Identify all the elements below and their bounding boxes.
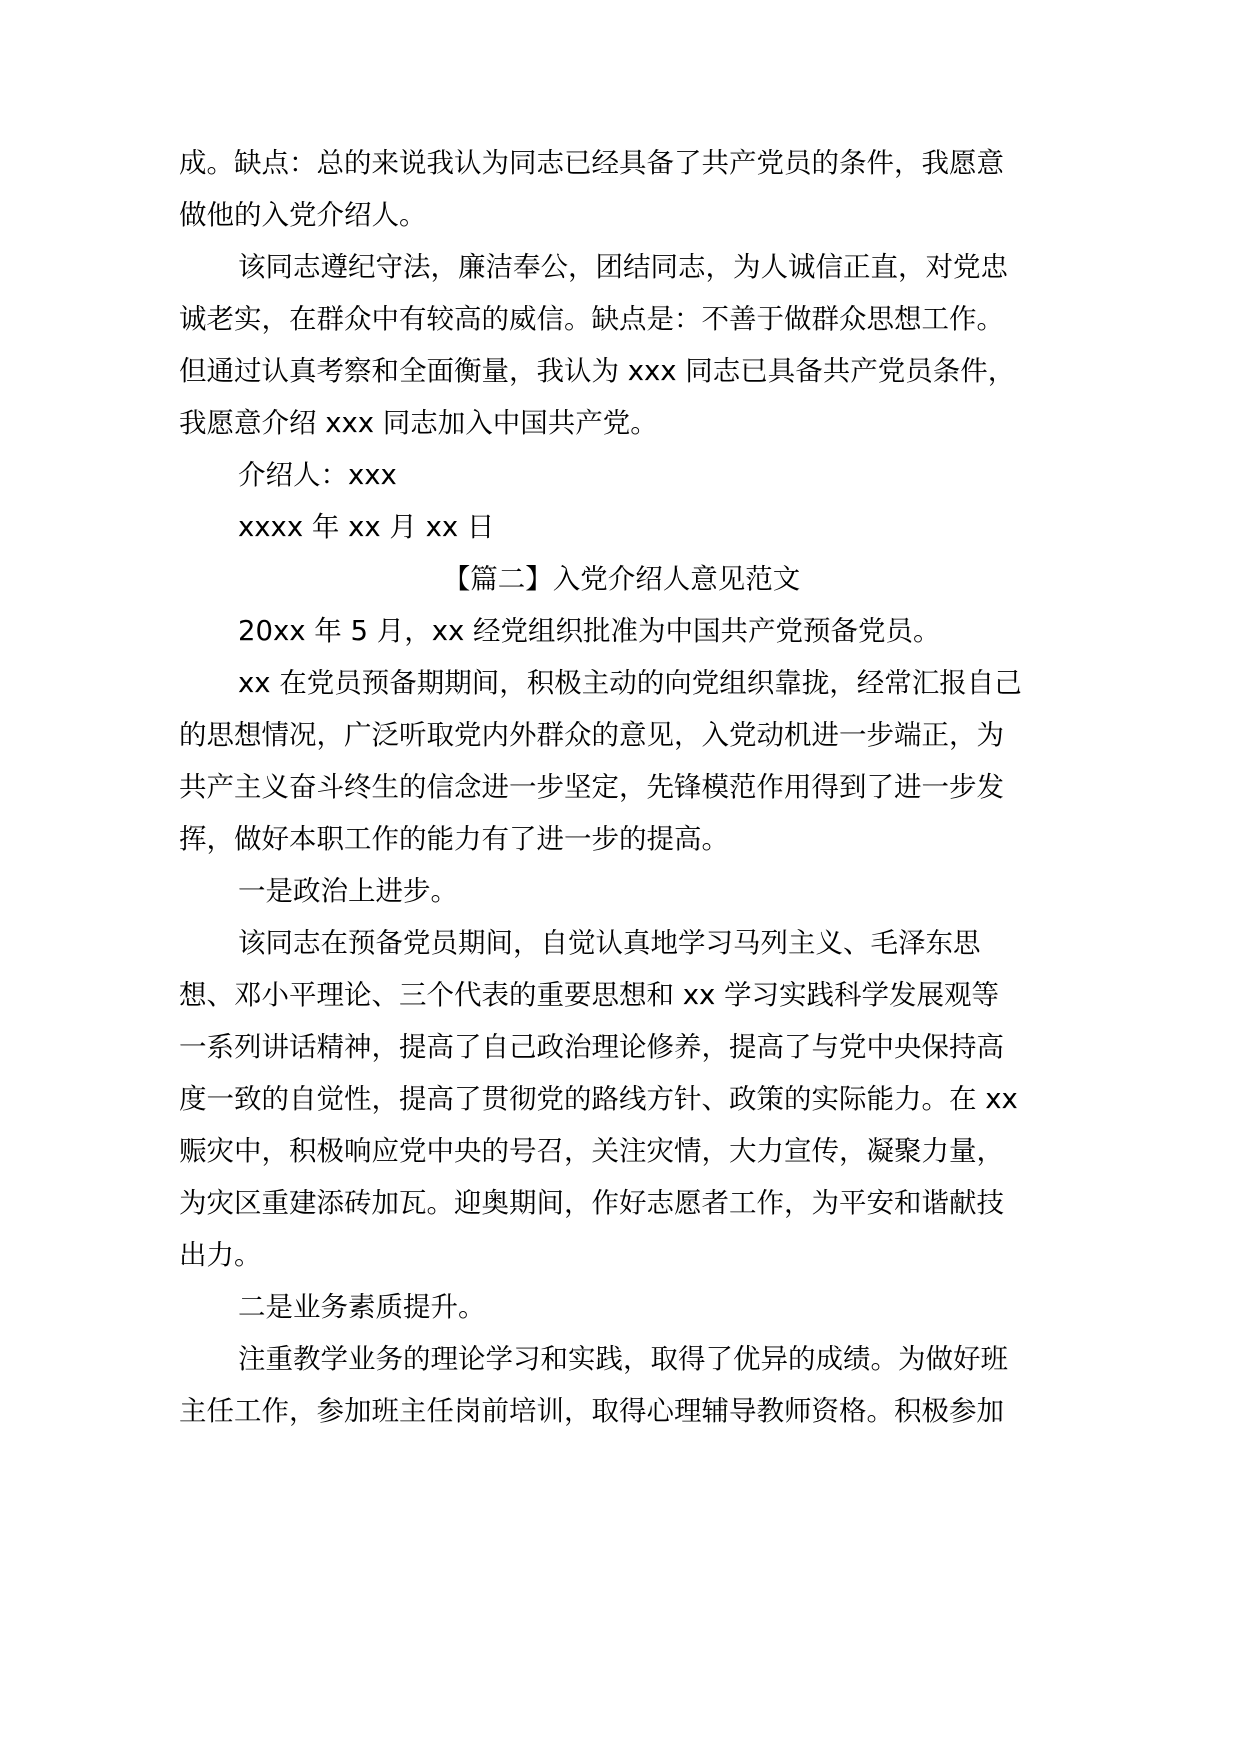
text-line: 做他的入党介绍人。: [179, 199, 427, 231]
paragraph-line: 该同志在预备党员期间，自觉认真地学习马列主义、毛泽东思: [238, 927, 981, 959]
text-line: 诚老实，在群众中有较高的威信。缺点是：不善于做群众思想工作。: [179, 303, 1004, 335]
subheading-line: 一是政治上进步。: [238, 875, 458, 907]
paragraph-line: 注重教学业务的理论学习和实践，取得了优异的成绩。为做好班: [238, 1343, 1008, 1375]
text-line: 赈灾中，积极响应党中央的号召，关注灾情，大力宣传，凝聚力量，: [179, 1135, 1004, 1167]
text-line: 为灾区重建添砖加瓦。迎奥期间，作好志愿者工作，为平安和谐献技: [179, 1187, 1004, 1219]
section-heading: 【篇二】入党介绍人意见范文: [442, 563, 801, 595]
text-line: 一系列讲话精神，提高了自己政治理论修养，提高了与党中央保持高: [179, 1031, 1004, 1063]
paragraph-line: xx 在党员预备期期间，积极主动的向党组织靠拢，经常汇报自己: [238, 667, 1022, 699]
text-line: 我愿意介绍 xxx 同志加入中国共产党。: [179, 407, 658, 439]
text-line: 挥，做好本职工作的能力有了进一步的提高。: [179, 823, 729, 855]
text-line: 主任工作，参加班主任岗前培训，取得心理辅导教师资格。积极参加: [179, 1395, 1004, 1427]
text-line: 度一致的自觉性，提高了贯彻党的路线方针、政策的实际能力。在 xx: [179, 1083, 1018, 1115]
text-line: 共产主义奋斗终生的信念进一步坚定，先锋模范作用得到了进一步发: [179, 771, 1004, 803]
text-line: 想、邓小平理论、三个代表的重要思想和 xx 学习实践科学发展观等: [179, 979, 1000, 1011]
signature-date: xxxx 年 xx 月 xx 日: [238, 511, 495, 543]
text-line: 出力。: [179, 1239, 262, 1271]
text-line: 成。缺点：总的来说我认为同志已经具备了共产党员的条件，我愿意: [179, 147, 1004, 179]
text-line: 的思想情况，广泛听取党内外群众的意见，入党动机进一步端正，为: [179, 719, 1004, 751]
introducer-signature: 介绍人：xxx: [238, 459, 397, 491]
paragraph-line: 20xx 年 5 月，xx 经党组织批准为中国共产党预备党员。: [238, 615, 941, 647]
text-line: 但通过认真考察和全面衡量，我认为 xxx 同志已具备共产党员条件，: [179, 355, 1016, 387]
paragraph-line: 该同志遵纪守法，廉洁奉公，团结同志，为人诚信正直，对党忠: [238, 251, 1008, 283]
subheading-line: 二是业务素质提升。: [238, 1291, 486, 1323]
